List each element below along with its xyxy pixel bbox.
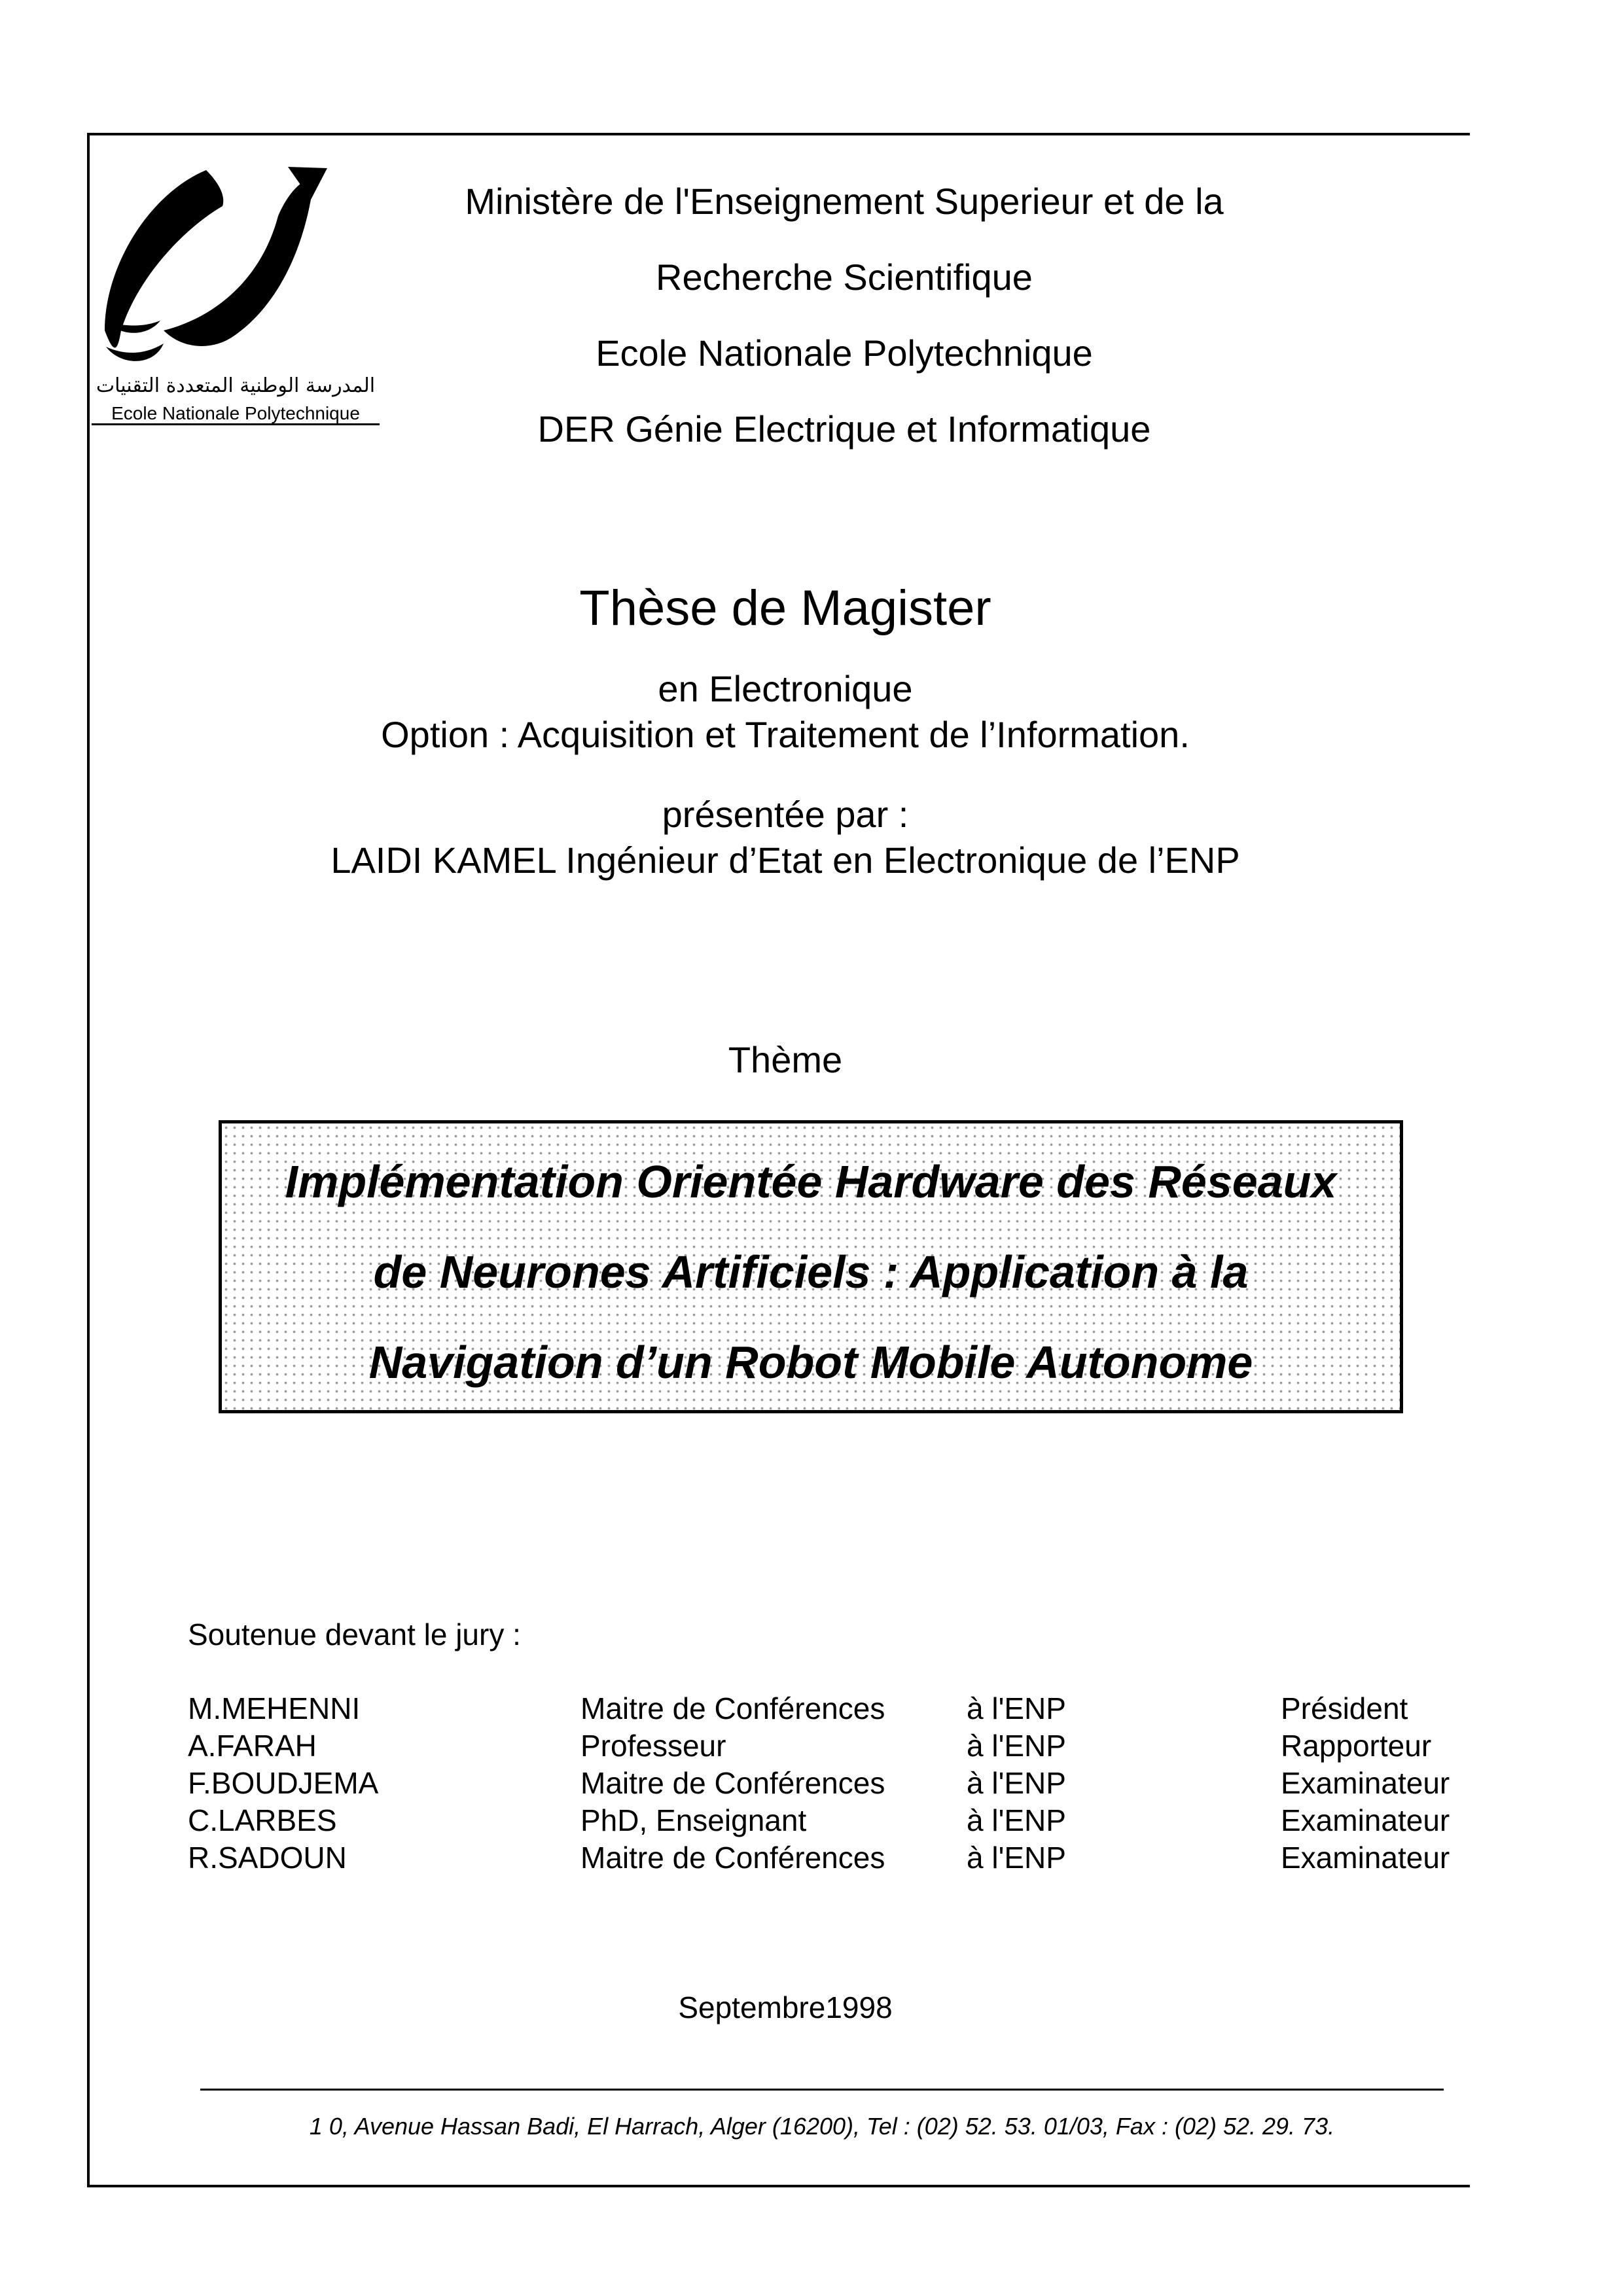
jury-row (188, 1727, 1464, 1765)
jury-row (188, 1802, 1464, 1839)
jury-title: Maitre de Conférences (580, 1691, 885, 1725)
jury-place: à l'ENP (967, 1729, 1066, 1763)
header-line-department: DER Génie Electrique et Informatique (537, 408, 1151, 450)
frame-top-rule (87, 133, 1470, 135)
footer-rule (200, 2089, 1444, 2091)
school-logo-emblem-icon (92, 154, 380, 376)
presented-by-label: présentée par : (662, 794, 909, 835)
jury-row (188, 1839, 1464, 1877)
theme-title (222, 1137, 1400, 1407)
jury-name: C.LARBES (188, 1803, 337, 1837)
footer-address: 1 0, Avenue Hassan Badi, El Harrach, Alger (16200), Tel : (02) 52. 53. 01/03, Fax : (02) 52. 29. 73. (309, 2113, 1335, 2140)
logo-latin-text: Ecole Nationale Polytechnique (92, 404, 380, 425)
thesis-title: Thèse de Magister (579, 580, 991, 636)
thesis-option: Option : Acquisition et Traitement de l’Information. (381, 714, 1190, 755)
jury-title: Professeur (580, 1729, 726, 1763)
school-logo (92, 154, 393, 435)
jury-name: M.MEHENNI (188, 1691, 361, 1725)
institution-header (419, 164, 1270, 467)
jury-place: à l'ENP (967, 1803, 1066, 1837)
presenter-block (196, 792, 1374, 883)
thesis-field-block (196, 666, 1374, 758)
thesis-field: en Electronique (658, 668, 913, 709)
header-line-school: Ecole Nationale Polytechnique (596, 332, 1093, 374)
theme-title-line: Navigation d’un Robot Mobile Autonome (368, 1337, 1253, 1388)
jury-title: Maitre de Conférences (580, 1841, 885, 1875)
jury-role: Examinateur (1281, 1841, 1450, 1875)
jury-row (188, 1690, 1464, 1727)
jury-role: Rapporteur (1281, 1729, 1432, 1763)
jury-role: Président (1281, 1691, 1408, 1725)
jury-name: R.SADOUN (188, 1841, 347, 1875)
jury-name: F.BOUDJEMA (188, 1766, 379, 1800)
defense-date: Septembre1998 (678, 1990, 893, 2024)
jury-title: PhD, Enseignant (580, 1803, 807, 1837)
logo-arabic-text: المدرسة الوطنية المتعددة التقنيات (96, 374, 376, 397)
theme-label: Thème (728, 1039, 843, 1080)
author-line: LAIDI KAMEL Ingénieur d’Etat en Electronique de l’ENP (330, 839, 1240, 881)
jury-title: Maitre de Conférences (580, 1766, 885, 1800)
jury-table (188, 1690, 1464, 1877)
theme-title-box (219, 1120, 1403, 1413)
jury-intro: Soutenue devant le jury : (188, 1617, 521, 1651)
theme-title-line: de Neurones Artificiels : Application à la (373, 1246, 1249, 1298)
jury-place: à l'ENP (967, 1766, 1066, 1800)
header-line-research: Recherche Scientifique (656, 256, 1033, 298)
frame-left-rule (87, 133, 90, 2185)
frame-bottom-rule (87, 2185, 1470, 2187)
jury-place: à l'ENP (967, 1691, 1066, 1725)
theme-title-line: Implémentation Orientée Hardware des Réseaux (285, 1156, 1337, 1207)
header-line-ministry: Ministère de l'Enseignement Superieur et de la (465, 181, 1224, 222)
jury-row (188, 1765, 1464, 1802)
jury-name: A.FARAH (188, 1729, 317, 1763)
jury-place: à l'ENP (967, 1841, 1066, 1875)
jury-role: Examinateur (1281, 1766, 1450, 1800)
jury-role: Examinateur (1281, 1803, 1450, 1837)
